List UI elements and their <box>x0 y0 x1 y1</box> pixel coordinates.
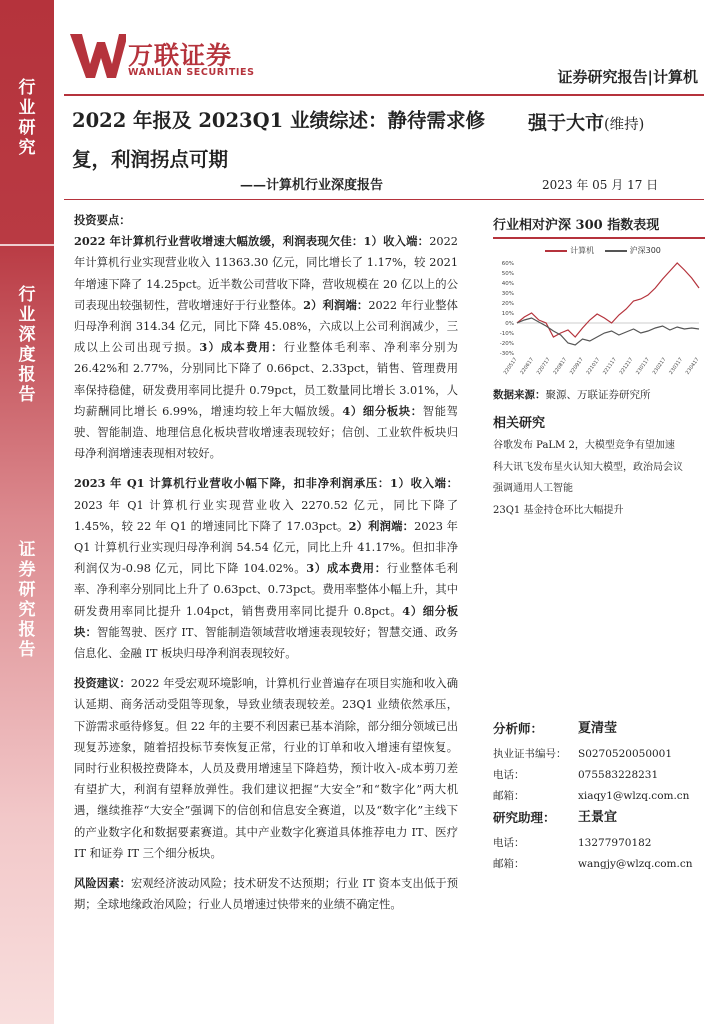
report-subtitle: ——计算机行业深度报告 <box>240 178 384 193</box>
cert-label: 执业证书编号： <box>493 748 567 760</box>
series-line-computer <box>517 263 699 337</box>
x-tick-label: 220717 <box>535 356 552 376</box>
header-divider <box>64 94 704 96</box>
related-item[interactable]: 谷歌发布 PaLM 2，大模型竞争有望加速 <box>493 440 675 451</box>
email2-link[interactable]: wangjy@wlzq.com.cn <box>578 858 693 870</box>
sidebar-label-securities-report: 证 券 研 究 报 告 <box>18 540 36 660</box>
performance-chart <box>493 241 705 381</box>
paragraph-head: 风险因素： <box>74 876 131 891</box>
tel-label: 电话： <box>493 769 525 781</box>
point-text: 行业整体毛利率、净利率分别为 26.42%和 2.77%，分别同比下降了 0.66pct、2.33pct，销售、管理费用率保持稳健，研发费用率同比提升 0.79pct，员工数量同比增长 3.01%，人均薪酬同比增长 6.99%，增速均较上年大幅放缓。 <box>74 341 458 418</box>
related-item[interactable]: 强调通用人工智能 <box>493 483 573 494</box>
report-title: 2022 年报及 2023Q1 业绩综述：静待需求修复，利润拐点可期 <box>72 109 485 171</box>
assistant-role: 研究助理： <box>493 810 556 825</box>
related-item[interactable]: 23Q1 基金持仓环比大幅提升 <box>493 504 624 516</box>
tel2-row <box>493 833 705 854</box>
tel-row <box>493 765 705 786</box>
x-tick-label: 220917 <box>568 356 585 376</box>
email-row <box>493 786 705 807</box>
y-tick-label: 60% <box>501 261 514 267</box>
investment-highlights <box>74 210 458 916</box>
analyst-row <box>493 718 705 744</box>
x-tick-label: 221017 <box>585 356 602 376</box>
point-text: 2022 年计算机行业实现营业收入 11363.30 亿元，同比增长了 1.17%，较 2021 年增速下降了 14.25pct。近半数公司营收下降，营收规模在 20 亿以上的公司表现出较强韧性，营收增速好于行业整体。 <box>74 235 459 312</box>
left-sidebar <box>0 0 54 1024</box>
analyst-info <box>493 718 705 875</box>
assistant-name: 王景宜 <box>578 810 618 825</box>
title-divider <box>64 199 704 200</box>
email2-row <box>493 854 705 875</box>
y-tick-label: 0% <box>505 321 514 327</box>
paragraph-head: 2022 年计算机行业营收增速大幅放缓，利润表现欠佳： <box>74 234 364 249</box>
y-tick-label: 10% <box>501 311 514 317</box>
email-label: 邮箱： <box>493 790 525 802</box>
x-tick-label: 220817 <box>552 356 569 376</box>
legend-swatch-computer <box>545 250 567 252</box>
paragraph-text: 宏观经济波动风险；技术研发不达预期；行业 IT 资本支出低于预期；全球地缘政治风险；行业人员增速过快带来的业绩不确定性。 <box>74 877 458 912</box>
point-label: 3）成本费用： <box>199 340 284 355</box>
y-tick-label: 30% <box>501 291 514 297</box>
right-column <box>493 210 705 521</box>
legend-swatch-hs300 <box>605 250 627 252</box>
point-label: 4）细分板块： <box>74 603 458 639</box>
x-tick-label: 230417 <box>684 356 701 376</box>
point-text: 行业整体毛利率、净利率分别同比上升了 0.63pct、0.73pct。费用率整体小幅上升，其中研发费用率同比提升 1.04pct，销售费用率同比提升 0.8pct。 <box>74 562 458 618</box>
point-text: 智能驾驶、医疗 IT、智能制造领域营收增速表现较好；智慧交通、政务信息化、金融 IT 板块归母净利润表现较好。 <box>74 625 458 661</box>
chart-svg <box>493 241 705 381</box>
x-tick-label: 220617 <box>519 356 536 376</box>
paragraph-2023q1 <box>74 473 458 664</box>
source-text: 聚源、万联证券研究所 <box>545 389 651 401</box>
paragraph-2022 <box>74 231 458 464</box>
report-date: 2023 年 05 月 17 日 <box>542 178 659 192</box>
y-tick-label: 50% <box>501 271 514 277</box>
chart-source <box>493 387 705 402</box>
point-label: 3）成本费用： <box>306 561 387 576</box>
paragraph-head: 2023 年 Q1 计算机行业营收小幅下降，扣非净利润承压： <box>74 476 390 491</box>
paragraph-investment-advice <box>74 673 458 864</box>
x-tick-label: 230217 <box>651 356 668 376</box>
point-label: 4）细分板块： <box>342 403 423 418</box>
brand-name-en: WANLIAN SECURITIES <box>128 67 255 78</box>
tel2-label: 电话： <box>493 837 525 849</box>
x-tick-label: 221217 <box>618 356 635 376</box>
email2-label: 邮箱： <box>493 858 525 870</box>
legend-label-computer: 计算机 <box>570 246 595 255</box>
point-text: 智能驾驶、智能制造、地理信息化板块营收增速表现较好；信创、工业软件板块归母净利润增速表现相对较好。 <box>74 404 458 461</box>
x-tick-label: 221117 <box>602 356 618 376</box>
analyst-role: 分析师： <box>493 721 544 736</box>
source-label: 数据来源： <box>493 389 546 401</box>
tel2-value: 13277970182 <box>578 837 652 849</box>
paragraph-risk-factors <box>74 873 458 915</box>
sidebar-label-industry-research: 行 业 研 究 <box>18 78 36 158</box>
x-tick-label: 230117 <box>635 356 652 376</box>
paragraph-text: 2022 年受宏观环境影响，计算机行业普遍存在项目实施和收入确认延期、商务活动受阻等现象，导致业绩表现较差。23Q1 业绩依然承压，下游需求亟待修复。但 22 年的主要不利因素已基本消除，部分细分领域已出现复苏迹象，随着招投标节奏恢复正常，行业的订单和收入增速有望恢复。同时行业积极控费降本，人员及费用增速呈下降趋势，预计收入-成本剪刀差有望扩大，利润有望释放弹性。我们建议把握“大安全”和“数字化”两大机遇，继续推荐“大安全”强调下的信创和信息安全赛道，以及“数字化”主线下的产业数字化和数据要素赛道。其中产业数字化赛道具体推荐电力 IT、医疗 IT 和证券 IT 三个细分板块。 <box>74 677 458 860</box>
point-text: 2023 年 Q1 计算机行业实现营业收入 2270.52 亿元，同比下降了 1.45%，较 22 年 Q1 的增速同比下降了 17.03pct。 <box>74 498 458 533</box>
y-tick-label: -30% <box>499 351 514 357</box>
rating-main: 强于大市 <box>528 112 605 134</box>
industry-rating <box>528 108 644 135</box>
point-label: 1）收入端： <box>363 234 430 249</box>
analyst-name: 夏清莹 <box>578 721 618 736</box>
chart-legend <box>493 245 705 256</box>
related-research-title: 相关研究 <box>493 416 546 431</box>
chart-title: 行业相对沪深 300 指数表现 <box>493 210 705 239</box>
paragraph-head: 投资建议： <box>74 676 131 691</box>
point-label: 2）利润端： <box>348 518 415 533</box>
point-label: 2）利润端： <box>303 297 369 312</box>
related-item[interactable]: 科大讯飞发布星火认知大模型，政治局会议 <box>493 461 683 473</box>
cert-value: S0270520050001 <box>578 748 673 760</box>
y-tick-label: 40% <box>501 281 514 287</box>
related-research-list <box>493 435 705 521</box>
brand-name-cn: 万联证券 <box>128 41 233 70</box>
wanlian-logo-icon <box>66 30 126 82</box>
section-title: 投资要点： <box>74 213 131 227</box>
point-text: 2022 年行业整体归母净利润 314.34 亿元，同比下降 45.08%，六成以上公司利润减少，三成以上公司出现亏损。 <box>74 298 458 355</box>
sidebar-label-deep-report: 行 业 深 度 报 告 <box>18 285 36 405</box>
cert-row <box>493 744 705 765</box>
email-link[interactable]: xiaqy1@wlzq.com.cn <box>578 790 690 802</box>
sidebar-divider <box>0 244 54 246</box>
rating-sub: (维持) <box>604 117 645 133</box>
x-tick-label: 230317 <box>668 356 685 376</box>
tel-value: 075583228231 <box>578 769 659 781</box>
x-tick-label: 220517 <box>502 356 519 376</box>
y-tick-label: -20% <box>499 341 514 347</box>
legend-label-hs300: 沪深300 <box>629 246 661 255</box>
point-text: 2023 年 Q1 计算机行业实现归母净利润 54.54 亿元，同比上升 41.17%。但扣非净利润仅为-0.98 亿元，同比下降 104.02%。 <box>74 519 458 576</box>
report-category: 证券研究报告|计算机 <box>557 68 698 86</box>
y-tick-label: -10% <box>499 331 514 337</box>
point-label: 1）收入端： <box>389 476 458 491</box>
y-tick-label: 20% <box>501 301 514 307</box>
assistant-row <box>493 807 705 833</box>
